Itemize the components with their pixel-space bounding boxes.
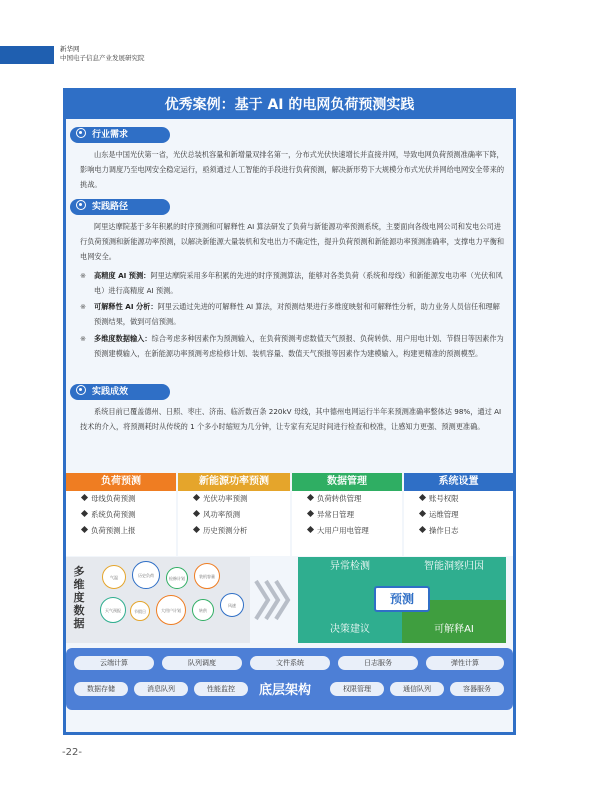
- card-title: 优秀案例：基于 AI 的电网负荷预测实践: [66, 91, 513, 119]
- header-brand: [60, 45, 145, 63]
- quad-insight: 智能洞察归因: [402, 557, 506, 600]
- section-title-demand: 行业需求: [92, 130, 129, 140]
- bullet-bold: 高精度 AI 预测：: [94, 271, 151, 280]
- category-item: 系统负荷预测: [66, 507, 176, 523]
- quad-explainable: 可解释AI: [402, 600, 506, 643]
- category-renewable-forecast: [178, 473, 290, 556]
- bullet-explainable: [80, 299, 505, 329]
- data-bubble: 检修计划: [166, 567, 188, 589]
- category-item: 历史预测分析: [178, 523, 290, 539]
- target-icon: [76, 385, 86, 395]
- section-header-path: [70, 199, 170, 215]
- data-bubble: 天气预报: [100, 597, 126, 623]
- category-item: 操作日志: [404, 523, 513, 539]
- bullet-text: 阿里达摩院采用多年积累的先进的时序预测算法，能够对各类负荷（系统和母线）和新能源发电功率（光伏和风电）进行高精度 AI 预测。: [94, 271, 503, 295]
- infra-pill: 性能监控: [194, 682, 248, 696]
- category-title: 数据管理: [292, 473, 402, 491]
- infra-pill: 消息队列: [134, 682, 188, 696]
- data-bubble: 气温: [102, 565, 126, 589]
- brand-line-2: 中国电子信息产业发展研究院: [60, 54, 145, 62]
- infra-pill: 弹性计算: [426, 656, 504, 670]
- bullet-multidim: [80, 331, 505, 361]
- data-bubble: 节假日: [130, 601, 150, 621]
- corner-accent-bar: [0, 46, 54, 64]
- category-item: 负荷预测上报: [66, 523, 176, 539]
- data-bubble: 历史负荷: [132, 561, 160, 589]
- bullet-text: 阿里云通过先进的可解释性 AI 算法，对预测结果进行多维度映射和可解释性分析，助力业务人员信任和理解预测结果，做到可信预测。: [94, 302, 500, 326]
- category-title: 负荷预测: [66, 473, 176, 491]
- result-text: 系统目前已覆盖德州、日照、枣庄、济南、临沂数百条 220kV 母线，其中德州电网运行半年来预测准确率整体达 98%，通过 AI 技术的介入，将预测耗时从传统的 1 个多小时缩短为几分钟，让专家有充足时间进行检查和校准，让感知力更强、预测更准确。: [80, 407, 502, 431]
- category-item: 账号权限: [404, 491, 513, 507]
- infra-pill: 云端计算: [74, 656, 154, 670]
- category-item: 异常日管理: [292, 507, 402, 523]
- category-item: 母线负荷预测: [66, 491, 176, 507]
- bullet-high-precision: [80, 268, 505, 298]
- section-header-result: [70, 384, 170, 400]
- bullet-star: ※: [80, 302, 87, 311]
- category-title: 系统设置: [404, 473, 513, 491]
- bullet-bold: 可解释性 AI 分析：: [94, 302, 158, 311]
- target-icon: [76, 200, 86, 210]
- prediction-center: 预测: [374, 586, 430, 612]
- bullet-star: ※: [80, 271, 87, 280]
- case-card: [63, 88, 516, 735]
- infra-pill: 文件系统: [250, 656, 330, 670]
- data-bubble: 大用户计划: [156, 595, 186, 625]
- category-item: 运维管理: [404, 507, 513, 523]
- data-bubble: 转供: [192, 599, 214, 621]
- bullet-text: 综合考虑多种因素作为预测输入，在负荷预测考虑数值天气预报、负荷转供、用户用电计划、节假日等因素作为预测建模输入，在新能源功率预测考虑检修计划、装机容量、数值天气预报等因素作为建模输入，构建更精准的预测模型。: [94, 334, 504, 358]
- bullet-star: ※: [80, 334, 87, 343]
- path-text: 阿里达摩院基于多年积累的时序预测和可解释性 AI 算法研发了负荷与新能源功率预测系统，主要面向各级电网公司和发电公司进行负荷预测和新能源功率预测，以解决新能源大量装机和发电出力不确定性，提升负荷预测和新能源功率预测准确率，支撑电力平衡和电网安全。: [80, 222, 505, 261]
- multidim-label: 多维度数据: [73, 565, 85, 630]
- infra-pill: 数据存储: [74, 682, 128, 696]
- category-data-management: [292, 473, 402, 556]
- category-item: 光伏功率预测: [178, 491, 290, 507]
- target-icon: [76, 128, 86, 138]
- flow-arrows: [254, 577, 294, 623]
- quad-decision: 决策建议: [298, 600, 402, 643]
- section-title-result: 实践成效: [92, 387, 129, 397]
- quad-anomaly: 异常检测: [298, 557, 402, 600]
- category-title: 新能源功率预测: [178, 473, 290, 491]
- multidim-data-panel: [66, 557, 250, 643]
- infra-pill: 通信队列: [390, 682, 444, 696]
- page-number: -22-: [62, 747, 82, 758]
- infrastructure-panel: [66, 648, 513, 710]
- data-bubble: 装机容量: [194, 563, 220, 589]
- category-system-settings: [404, 473, 513, 556]
- infra-pill: 容器服务: [450, 682, 504, 696]
- infra-pill: 权限管理: [330, 682, 384, 696]
- demand-text: 山东是中国光伏第一省，光伏总装机容量和新增量双排名第一，分布式光伏快速增长并直接并网，导致电网负荷预测准确率下降，影响电力调度乃至电网安全稳定运行，亟须通过人工智能的手段进行负荷预测，解决新形势下大规模分布式光伏并网给电网安全带来的挑战。: [80, 150, 505, 189]
- category-load-forecast: [66, 473, 176, 556]
- section-header-demand: [70, 127, 170, 143]
- infra-pill: 队列调度: [162, 656, 242, 670]
- category-item: 风功率预测: [178, 507, 290, 523]
- category-item: 大用户用电管理: [292, 523, 402, 539]
- prediction-block: [298, 557, 506, 643]
- section-title-path: 实践路径: [92, 202, 129, 212]
- bullet-bold: 多维度数据输入：: [94, 334, 152, 343]
- brand-line-1: 新华网: [60, 45, 80, 53]
- data-bubble: 风速: [220, 593, 244, 617]
- infra-title: 底层架构: [258, 683, 311, 698]
- infra-pill: 日志服务: [338, 656, 418, 670]
- category-item: 负荷转供管理: [292, 491, 402, 507]
